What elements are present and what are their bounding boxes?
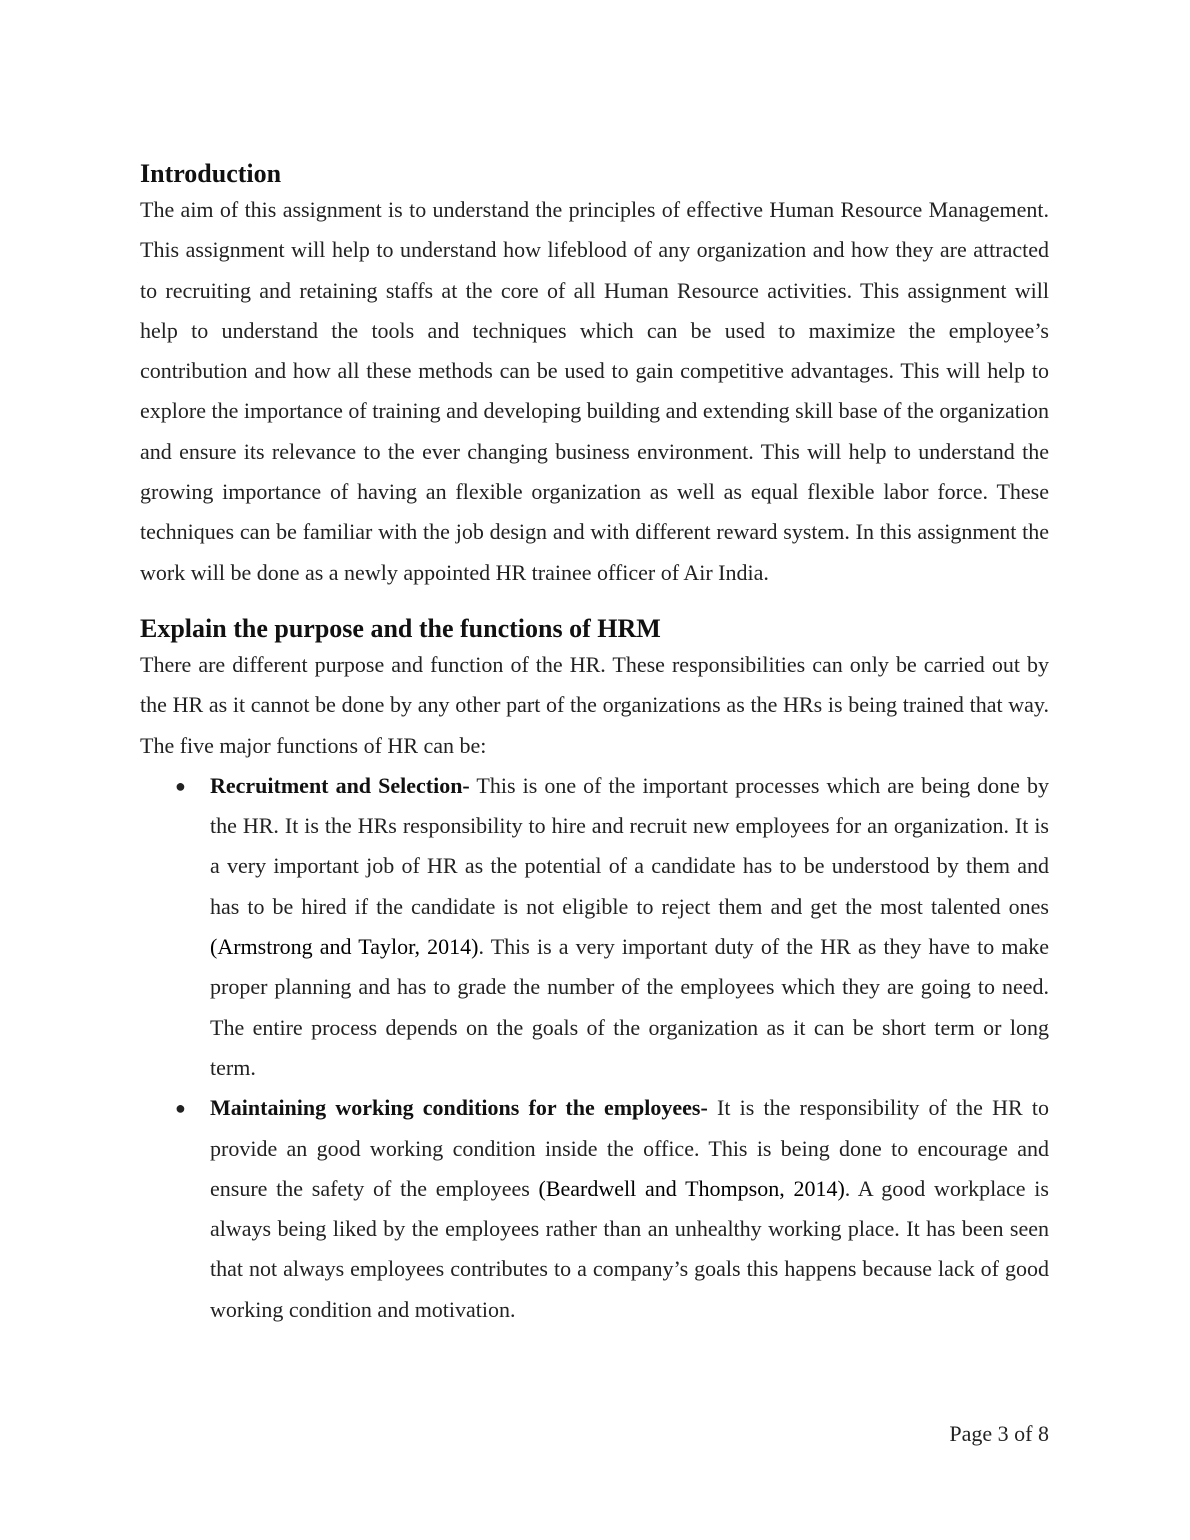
hrm-intro-paragraph: There are different purpose and function of the HR. These responsibilities can only be carried out by the HR as it cannot be done by any other part of the organizations as the HRs is being trained that way. The five major functions of HR can be: <box>140 651 1049 758</box>
introduction-paragraph: The aim of this assignment is to understand the principles of effective Human Resource Management. This assignment will help to understand how lifeblood of any organization and how they are attracted to recruiting and retaining staffs at the core of all Human Resource activities. This assignment will help to understand the tools and techniques which can be used to maximize the employee’s contribution and how all these methods can be used to gain competitive advantages. This will help to explore the importance of training and developing building and extending skill base of the organization and ensure its relevance to the ever changing business environment. This will help to understand the growing importance of having an flexible organization as well as equal flexible labor force. These techniques can be familiar with the job design and with different reward system. In this assignment the work will be done as a newly appointed HR trainee officer of Air India. <box>140 197 1049 585</box>
function-title: Maintaining working conditions for the employees- <box>210 1095 708 1121</box>
bullet-icon: ● <box>175 775 186 796</box>
function-text: It is the responsibility of the HR to provide an good working condition inside the office. This is being done to encourage and ensure the safety of the employees <box>210 1095 1049 1201</box>
hrm-heading: Explain the purpose and the functions of HRM <box>140 613 661 643</box>
function-text: This is one of the important processes which are being done by the HR. It is the HRs responsibility to hire and recruit new employees for an organization. It is a very important job of HR as the potential of a candidate has to be understood by them and has to be hired if the candidate is not eligible to reject them and get the most talented ones <box>210 772 1049 919</box>
hrm-section <box>140 613 1049 1330</box>
citation: (Beardwell and Thompson, 2014) <box>538 1175 845 1201</box>
introduction-heading: Introduction <box>140 159 282 188</box>
citation: (Armstrong and Taylor, 2014) <box>210 934 479 960</box>
hr-functions-list <box>140 766 1049 1330</box>
function-text: . A good workplace is always being liked by the employees rather than an unhealthy working place. It has been seen that not always employees contributes to a company’s goals this happens because lack of good working condition and motivation. <box>210 1175 1049 1322</box>
function-title: Recruitment and Selection- <box>210 772 470 798</box>
list-item <box>140 1088 1049 1330</box>
page-number: Page 3 of 8 <box>949 1421 1049 1446</box>
document-page <box>140 158 1049 1330</box>
function-text: . This is a very important duty of the HR as they have to make proper planning and has to grade the number of the employees which they are going to need. The entire process depends on the goals of the organization as it can be short term or long term. <box>210 934 1049 1080</box>
introduction-section <box>140 158 1049 593</box>
list-item <box>140 766 1049 1088</box>
bullet-icon: ● <box>175 1098 186 1119</box>
